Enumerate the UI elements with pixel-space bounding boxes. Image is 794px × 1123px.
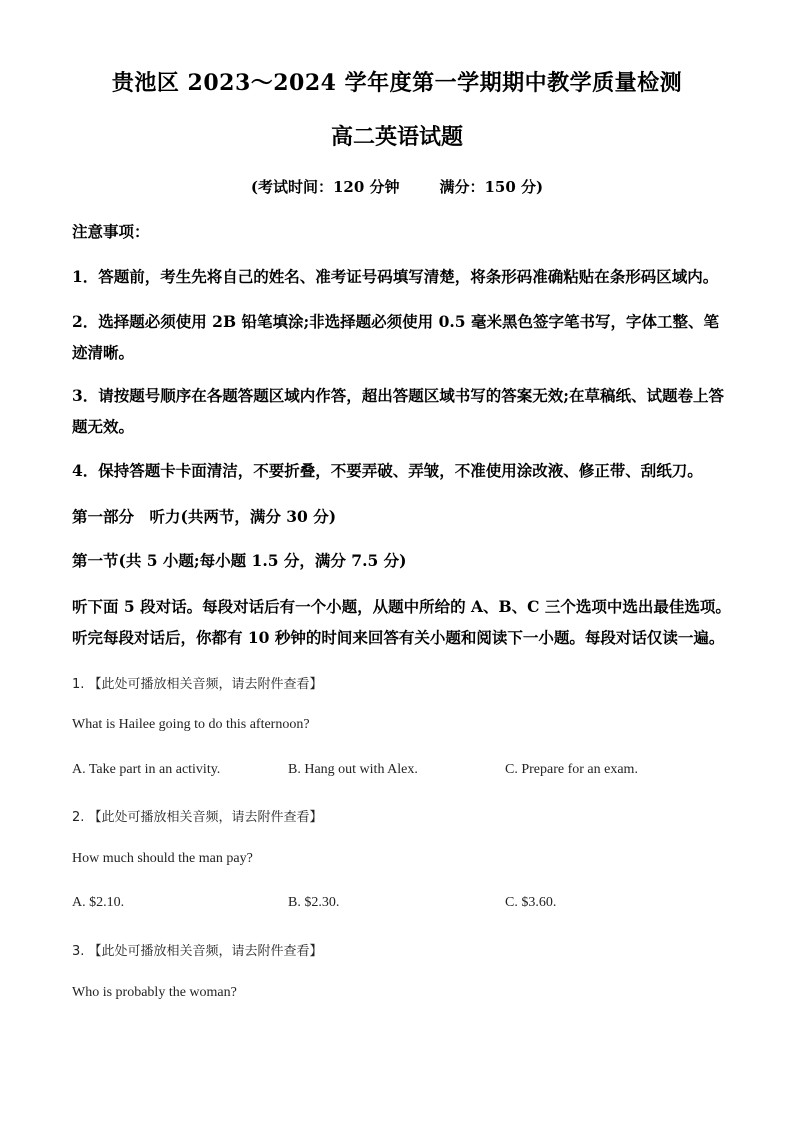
- section1-instructions: 听下面 5 段对话。每段对话后有一个小题，从题中所给的 A、B、C 三个选项中选出最佳选项。听完每段对话后，你都有 10 秒钟的时间来回答有关小题和阅读下一小题。每段对话仅读一遍。: [72, 597, 731, 647]
- question-1-audio[interactable]: [72, 673, 323, 693]
- note-item-4: 4．保持答题卡卡面清洁，不要折叠，不要弄破、弄皱，不准使用涂改液、修正带、刮纸刀。: [72, 461, 703, 480]
- section1-title: 第一节(共 5 小题;每小题 1.5 分，满分 7.5 分): [72, 551, 407, 570]
- question-1-option-b: B. Hang out with Alex.: [288, 762, 418, 777]
- audio-link-2[interactable]: 2. 【此处可播放相关音频，请去附件查看】: [72, 810, 323, 825]
- exam-subtitle: 高二英语试题: [330, 124, 463, 150]
- exam-score: 满分：150 分): [439, 178, 544, 196]
- note-item-1: 1．答题前，考生先将自己的姓名、准考证号码填写清楚，将条形码准确粘贴在条形码区域内。: [72, 267, 719, 286]
- exam-info: [0, 176, 794, 197]
- exam-time: (考试时间：120 分钟: [250, 178, 400, 196]
- audio-link-3[interactable]: 3. 【此处可播放相关音频，请去附件查看】: [72, 944, 323, 959]
- question-3-stem: Who is probably the woman?: [72, 985, 237, 1000]
- note-item-2: 2．选择题必须使用 2B 铅笔填涂;非选择题必须使用 0.5 毫米黑色签字笔书写，字体工整、笔迹清晰。: [72, 312, 719, 362]
- notes-heading: 注意事项：: [72, 222, 150, 241]
- question-1-option-c: C. Prepare for an exam.: [505, 762, 638, 777]
- question-2-option-c: C. $3.60.: [505, 895, 557, 910]
- question-2-option-a: A. $2.10.: [72, 895, 125, 910]
- question-2-stem: How much should the man pay?: [72, 851, 253, 866]
- question-3-audio[interactable]: [72, 940, 323, 960]
- part1-title: 第一部分 听力(共两节，满分 30 分): [72, 507, 337, 526]
- exam-title: 贵池区 2023～2024 学年度第一学期期中教学质量检测: [111, 70, 683, 96]
- question-1-stem: What is Hailee going to do this afternoon?: [72, 717, 310, 732]
- audio-link-1[interactable]: 1. 【此处可播放相关音频，请去附件查看】: [72, 677, 323, 692]
- question-1-option-a: A. Take part in an activity.: [72, 762, 221, 777]
- note-item-3: 3．请按题号顺序在各题答题区域内作答，超出答题区域书写的答案无效;在草稿纸、试题卷上答题无效。: [72, 386, 725, 436]
- question-2-option-b: B. $2.30.: [288, 895, 340, 910]
- question-2-audio[interactable]: [72, 806, 323, 826]
